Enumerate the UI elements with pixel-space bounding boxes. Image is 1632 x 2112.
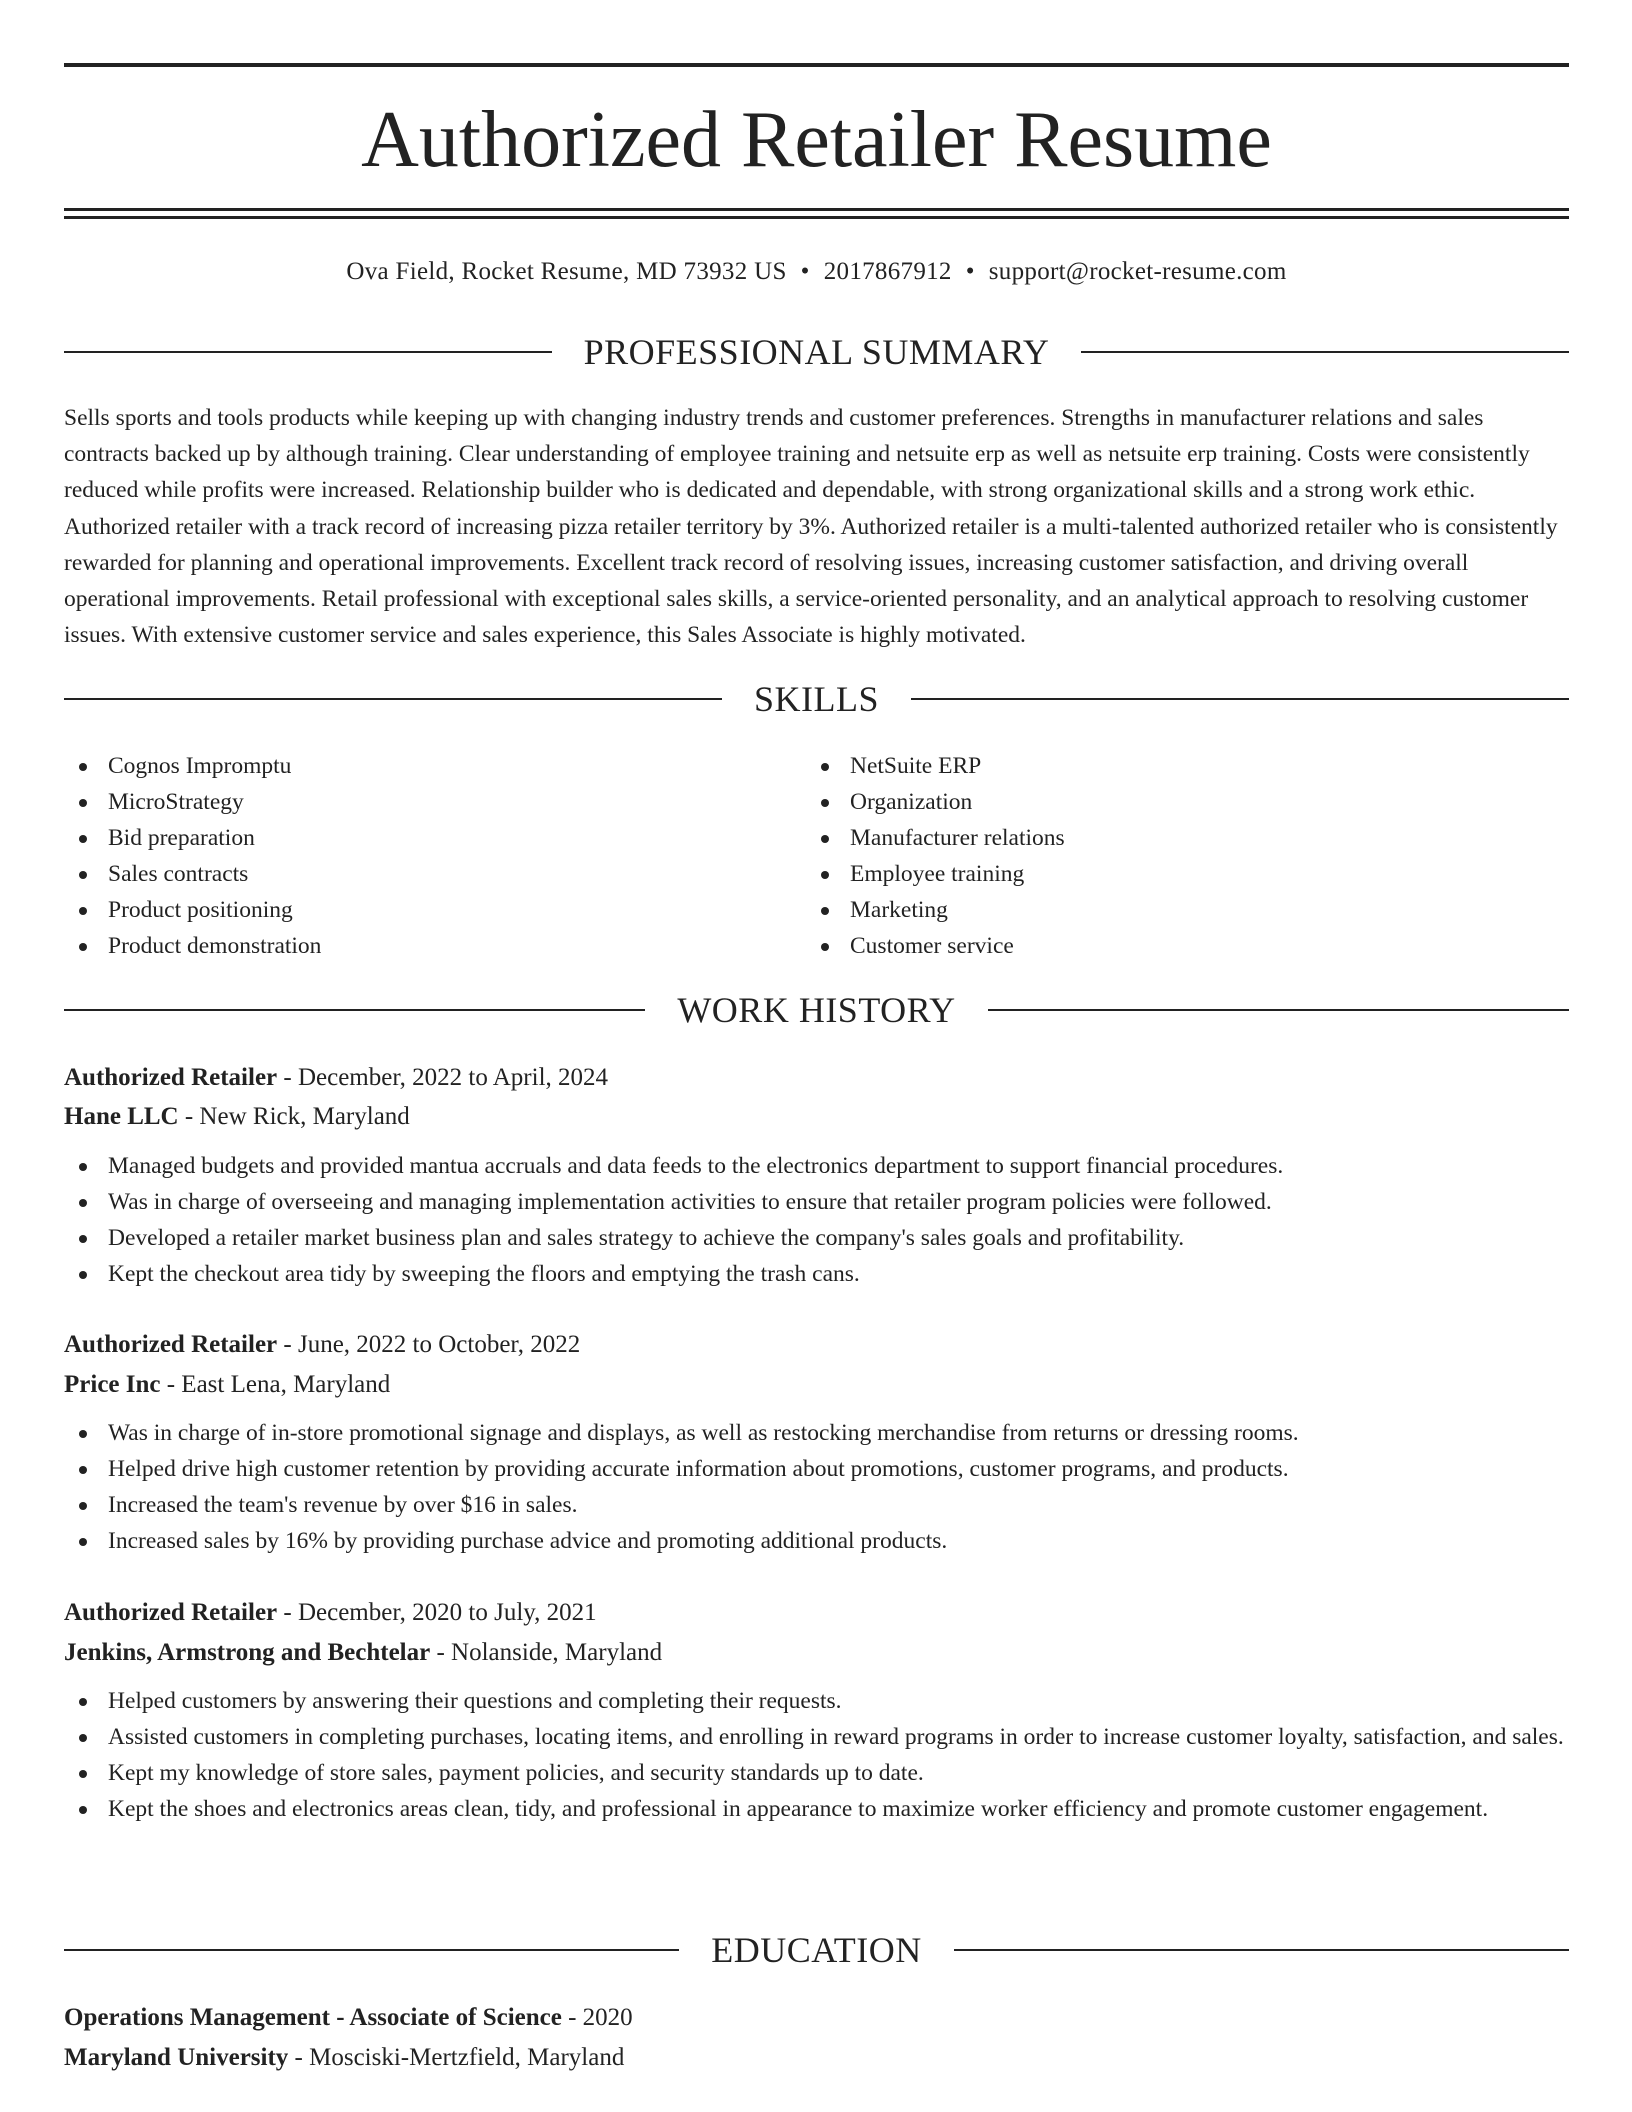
skill-item: Customer service bbox=[806, 928, 1506, 964]
heading-rule bbox=[64, 1949, 679, 1951]
job-bullet: Helped customers by answering their questions and completing their requests. bbox=[64, 1683, 1569, 1719]
skill-item: Product positioning bbox=[64, 892, 764, 928]
skills-list-right bbox=[806, 748, 1506, 964]
heading-rule bbox=[64, 351, 552, 353]
job-bullet: Managed budgets and provided mantua accruals and data feeds to the electronics department to support financial procedures. bbox=[64, 1148, 1569, 1184]
skill-item: Manufacturer relations bbox=[806, 820, 1506, 856]
education-degree-line bbox=[64, 2000, 1569, 2036]
job-title-line bbox=[64, 1060, 1569, 1096]
job-title: Authorized Retailer bbox=[64, 1064, 278, 1091]
heading-rule bbox=[64, 1009, 645, 1011]
contact-email: support@rocket-resume.com bbox=[988, 258, 1287, 285]
resume-title: Authorized Retailer Resume bbox=[361, 96, 1272, 184]
job-bullet: Increased the team's revenue by over $16 in sales. bbox=[64, 1487, 1569, 1523]
section-heading-summary bbox=[64, 330, 1569, 374]
education-location: - Mosciski-Mertzfield, Maryland bbox=[288, 2044, 625, 2071]
job-location: - East Lena, Maryland bbox=[160, 1371, 391, 1398]
skill-item: Sales contracts bbox=[64, 856, 764, 892]
section-heading-skills bbox=[64, 677, 1569, 721]
education-year: - 2020 bbox=[561, 2004, 633, 2031]
education-degree: Operations Management - Associate of Science bbox=[64, 2004, 562, 2031]
heading-rule bbox=[1081, 351, 1569, 353]
section-heading-education bbox=[64, 1928, 1569, 1972]
job-bullet: Kept the checkout area tidy by sweeping the floors and emptying the trash cans. bbox=[64, 1256, 1569, 1292]
skill-item: Marketing bbox=[806, 892, 1506, 928]
skills-list-left bbox=[64, 748, 764, 964]
job-dates: - December, 2020 to July, 2021 bbox=[277, 1599, 597, 1626]
job-bullet: Was in charge of overseeing and managing implementation activities to ensure that retailer program policies were followed. bbox=[64, 1184, 1569, 1220]
skill-item: MicroStrategy bbox=[64, 784, 764, 820]
summary-text: Sells sports and tools products while keeping up with changing industry trends and customer preferences. Strengths in manufacturer relations and sales contracts backed up by although training. Clear understanding of employee training and netsuite erp as well as netsuite erp training. Costs were consistently reduced while profits were increased. Relationship builder who is dedicated and dependable, with strong organizational skills and a strong work ethic. Authorized retailer with a track record of increasing pizza retailer territory by 3%. Authorized retailer is a multi-talented authorized retailer who is consistently rewarded for planning and operational improvements. Excellent track record of resolving issues, increasing customer satisfaction, and driving overall operational improvements. Retail professional with exceptional sales skills, a service-oriented personality, and an analytical approach to resolving customer issues. With extensive customer service and sales experience, this Sales Associate is highly motivated. bbox=[64, 405, 1558, 649]
job-title-line bbox=[64, 1327, 1569, 1363]
title-bottom-rule-2 bbox=[64, 216, 1569, 219]
section-title: PROFESSIONAL SUMMARY bbox=[583, 332, 1050, 372]
skill-item: Employee training bbox=[806, 856, 1506, 892]
job-bullet: Assisted customers in completing purchases, locating items, and enrolling in reward programs in order to increase customer loyalty, satisfaction, and sales. bbox=[64, 1719, 1569, 1755]
job-bullets bbox=[64, 1683, 1569, 1827]
education-school: Maryland University bbox=[64, 2044, 289, 2071]
job-company: Price Inc bbox=[64, 1371, 161, 1398]
job-bullet: Kept my knowledge of store sales, payment policies, and security standards up to date. bbox=[64, 1755, 1569, 1791]
skill-item: NetSuite ERP bbox=[806, 748, 1506, 784]
job-dates: - December, 2022 to April, 2024 bbox=[277, 1064, 609, 1091]
job-company: Hane LLC bbox=[64, 1103, 179, 1130]
heading-rule bbox=[911, 698, 1569, 700]
contact-phone: 2017867912 bbox=[823, 258, 952, 285]
job-company-line bbox=[64, 1367, 1569, 1403]
job-company: Jenkins, Armstrong and Bechtelar bbox=[64, 1639, 431, 1666]
job-bullet: Increased sales by 16% by providing purchase advice and promoting additional products. bbox=[64, 1523, 1569, 1559]
section-title: EDUCATION bbox=[711, 1930, 922, 1970]
education-school-line bbox=[64, 2040, 1569, 2076]
job-company-line bbox=[64, 1099, 1569, 1135]
job-title: Authorized Retailer bbox=[64, 1331, 278, 1358]
title-bottom-rule bbox=[64, 208, 1569, 211]
contact-address: Ova Field, Rocket Resume, MD 73932 US bbox=[346, 258, 787, 285]
job-location: - New Rick, Maryland bbox=[178, 1103, 410, 1130]
job-bullet: Developed a retailer market business plan and sales strategy to achieve the company's sales goals and profitability. bbox=[64, 1220, 1569, 1256]
contact-line bbox=[64, 254, 1569, 290]
job-bullet: Kept the shoes and electronics areas clean, tidy, and professional in appearance to maximize worker efficiency and promote customer engagement. bbox=[64, 1791, 1569, 1827]
job-bullets bbox=[64, 1415, 1569, 1559]
job-company-line bbox=[64, 1635, 1569, 1671]
heading-rule bbox=[64, 698, 722, 700]
job-title-line bbox=[64, 1595, 1569, 1631]
skill-item: Organization bbox=[806, 784, 1506, 820]
section-title: SKILLS bbox=[754, 679, 880, 719]
heading-rule bbox=[954, 1949, 1569, 1951]
job-dates: - June, 2022 to October, 2022 bbox=[277, 1331, 581, 1358]
section-heading-work bbox=[64, 988, 1569, 1032]
heading-rule bbox=[988, 1009, 1569, 1011]
contact-separator: • bbox=[800, 258, 810, 285]
skill-item: Product demonstration bbox=[64, 928, 764, 964]
skill-item: Bid preparation bbox=[64, 820, 764, 856]
skill-item: Cognos Impromptu bbox=[64, 748, 764, 784]
job-title: Authorized Retailer bbox=[64, 1599, 278, 1626]
job-bullet: Helped drive high customer retention by providing accurate information about promotions, customer programs, and products. bbox=[64, 1451, 1569, 1487]
job-location: - Nolanside, Maryland bbox=[430, 1639, 663, 1666]
contact-separator: • bbox=[965, 258, 975, 285]
job-bullet: Was in charge of in-store promotional signage and displays, as well as restocking merchandise from returns or dressing rooms. bbox=[64, 1415, 1569, 1451]
job-bullets bbox=[64, 1148, 1569, 1292]
section-title: WORK HISTORY bbox=[677, 990, 956, 1030]
title-top-rule bbox=[64, 63, 1569, 67]
